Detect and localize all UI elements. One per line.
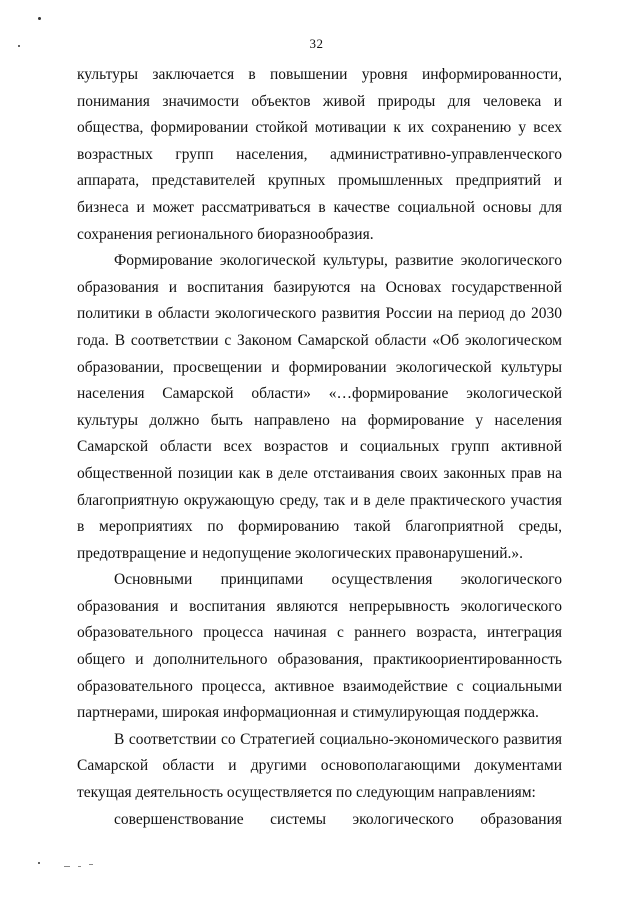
scan-speck xyxy=(38,862,40,864)
paragraph-direction: совершенствование системы экологического образования xyxy=(114,810,562,828)
document-body xyxy=(77,62,562,833)
scan-dash xyxy=(89,864,93,865)
scan-speck xyxy=(38,17,41,20)
paragraph-principles: Основными принципами осуществления экологического образования и воспитания являются непрерывность экологического образовательного процесса начиная с раннего возраста, интеграция общего и дополнительного образования, практикоориентированность образовательного процесса, активное взаимодействие с социальными партнерами, широкая информационная и стимулирующая поддержка. xyxy=(77,571,562,722)
page-number: 32 xyxy=(309,36,324,51)
scan-dash xyxy=(64,866,70,867)
paragraph-ecological-culture: Формирование экологической культуры, развитие экологического образования и воспитания базируются на Основах государственной политики в области экологического развития России на период до 2030 года. В соответствии с Законом Самарской области «Об экологическом образовании, просвещении и формировании экологической культуры населения Самарской области» «…формирование экологической культуры должно быть направлено на формирование у населения Самарской области всех возрастов и социальных групп активной общественной позиции как в деле отстаивания своих законных прав на благоприятную окружающую среду, так и в деле практического участия в мероприятиях по формированию такой благоприятной среды, предотвращение и недопущение экологических правонарушений.». xyxy=(77,252,562,562)
scan-dash xyxy=(78,866,81,867)
paragraph-strategy: В соответствии со Стратегией социально-экономического развития Самарской области и другими основополагающими документами текущая деятельность осуществляется по следующим направлениям: xyxy=(77,730,562,802)
scan-speck xyxy=(18,45,20,47)
paragraph-continuation: культуры заключается в повышении уровня информированности, понимания значимости объектов живой природы для человека и общества, формировании стойкой мотивации к их сохранению у всех возрастных групп населения, административно-управленческого аппарата, представителей крупных промышленных предприятий и бизнеса и может рассматриваться в качестве социальной основы для сохранения регионального биоразнообразия. xyxy=(77,66,562,243)
